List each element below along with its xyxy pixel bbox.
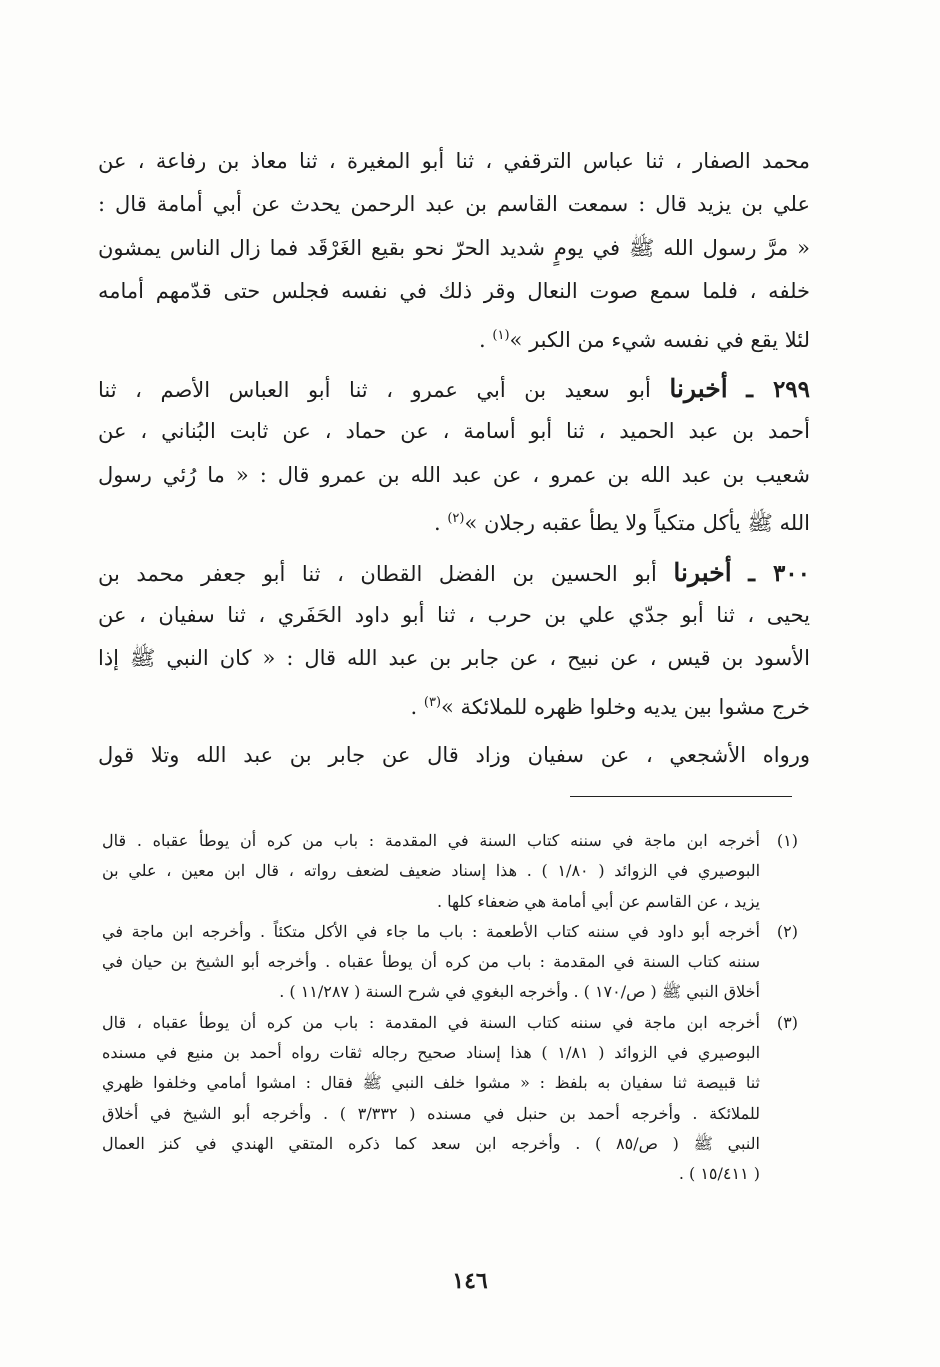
footnote-1 — [102, 826, 798, 917]
hadith-keyword: أخبرنا — [673, 557, 732, 587]
main-text — [98, 140, 810, 787]
text-line — [98, 497, 810, 540]
text-line: خلفه ، فلما سمع صوت النعال وقر ذلك في نفسه فجلس حتى قدّمهم أمامه — [98, 279, 810, 304]
text-line: يحيى ، ثنا أبو جدّي علي بن حرب ، ثنا أبو داود الحَفَري ، ثنا سفيان ، عن — [98, 602, 810, 627]
hadith-heading-line — [98, 367, 810, 410]
text-line — [98, 314, 810, 357]
text-segment: . — [410, 694, 424, 719]
footnote-ref: (٣) — [423, 694, 442, 710]
footnote-line: البوصيري في الزوائد ( ١/٨٠ ) . هذا إسناد ضعيف لضعف رواته ، قال ابن معين ، علي بن — [102, 861, 760, 881]
footnote-number: (٢) — [776, 921, 798, 941]
footnote-line: أخلاق النبي ﷺ ( ص/١٧٠ ) . وأخرجه البغوي في شرح السنة ( ١١/٢٨٧ ) . — [279, 982, 760, 1002]
hadith-299 — [98, 367, 810, 541]
text-line: علي بن يزيد قال : سمعت القاسم بن عبد الرحمن يحدث عن أبي أمامة قال : — [98, 192, 810, 217]
footnote-line: أخرجه ابن ماجة في سننه كتاب السنة في المقدمة : باب من كره أن يوطأ عقباه . قال — [102, 831, 760, 850]
footnote-line: أخرجه ابن ماجة في سننه كتاب السنة في المقدمة : باب من كره أن يوطأ عقباه ، قال — [102, 1012, 760, 1032]
text-segment: خرج مشوا بين يديه وخلوا ظهره للملائكة » — [441, 694, 810, 719]
footnote-body — [102, 826, 760, 917]
text-line: ورواه الأشجعي ، عن سفيان وزاد قال عن جابر بن عبد الله وتلا قول — [98, 743, 810, 768]
footnote-line: البوصيري في الزوائد ( ١/٨١ ) هذا إسناد صحيح رجاله ثقات رواه أحمد بن منيع في مسنده — [102, 1043, 760, 1063]
text-line: محمد الصفار ، ثنا عباس الترقفي ، ثنا أبو المغيرة ، ثنا معاذ بن رفاعة ، عن — [98, 149, 810, 173]
hadith-keyword: أخبرنا — [669, 373, 728, 403]
text-segment: لئلا يقع في نفسه شيء من الكبر » — [509, 327, 810, 352]
hadith-number: ٢٩٩ ـ — [746, 375, 810, 403]
text-segment: الله ﷺ يأكل متكياً ولا يطأ عقبه رجلان » — [464, 511, 810, 536]
footnote-line: سننه كتاب السنة في المقدمة : باب من كره أن يوطأ عقباه . وأخرجه أبو الشيخ بن حيان في — [102, 952, 760, 972]
footnote-body — [102, 1008, 760, 1190]
hadith-heading-line — [98, 551, 810, 594]
text-line — [98, 681, 810, 724]
footnotes — [102, 826, 798, 1190]
closing-paragraph — [98, 734, 810, 777]
footnote-line: أخرجه أبو داود في سننه كتاب الأطعمة : باب ما جاء في الأكل متكئاً . وأخرجه ابن ماجة في — [102, 921, 760, 941]
footnote-2 — [102, 917, 798, 1008]
footnote-line: للملائكة . وأخرجه أحمد بن حنبل في مسنده ( ٣/٣٣٢ ) . وأخرجه أبو الشيخ في أخلاق — [102, 1103, 760, 1123]
hadith-300 — [98, 551, 810, 725]
intro-paragraph — [98, 140, 810, 357]
text-segment: أبو الحسين بن الفضل القطان ، ثنا أبو جعفر محمد بن — [98, 561, 657, 586]
text-line: الأسود بن قيس ، عن نبيح ، عن جابر بن عبد الله قال : « كان النبي ﷺ إذا — [98, 646, 810, 671]
footnote-body — [102, 917, 760, 1008]
text-line: أحمد بن عبد الحميد ، ثنا أبو أسامة ، عن حماد ، عن ثابت البُناني ، عن — [98, 419, 810, 444]
text-segment: . — [433, 511, 448, 536]
text-line: شعيب بن عبد الله بن عمرو ، عن عبد الله بن عمرو قال : « ما رُئي رسول — [98, 462, 810, 487]
footnote-line: يزيد ، عن القاسم عن أبي أمامة هي ضعفاء كلها . — [436, 891, 760, 911]
text-line: « مرَّ رسول الله ﷺ في يومٍ شديد الحرّ نحو بقيع الغَرْقَد فما زال الناس يمشون — [98, 235, 810, 260]
footnote-number: (٣) — [776, 1012, 798, 1032]
text-segment: . — [479, 327, 493, 352]
footnote-separator — [570, 796, 792, 797]
footnote-line: النبي ﷺ ( ص/٨٥ ) . وأخرجه ابن سعد كما ذكره المتقي الهندي في كنز العمال — [102, 1133, 760, 1153]
text-segment: أبو سعيد بن أبي عمرو ، ثنا أبو العباس الأصم ، ثنا — [98, 377, 651, 402]
footnote-line: ثنا قبيصة ثنا سفيان به بلفظ : « مشوا خلف النبي ﷺ فقال : امشوا أمامي وخلفوا ظهري — [102, 1073, 760, 1093]
hadith-number: ٣٠٠ ـ — [748, 559, 810, 587]
page-number: ١٤٦ — [452, 1268, 488, 1294]
footnote-number: (١) — [776, 831, 798, 850]
footnote-3 — [102, 1008, 798, 1190]
footnote-ref: (٢) — [447, 511, 465, 527]
footnote-line: ( ١٥/٤١١ ) . — [678, 1164, 760, 1184]
footnote-ref: (١) — [492, 327, 510, 343]
